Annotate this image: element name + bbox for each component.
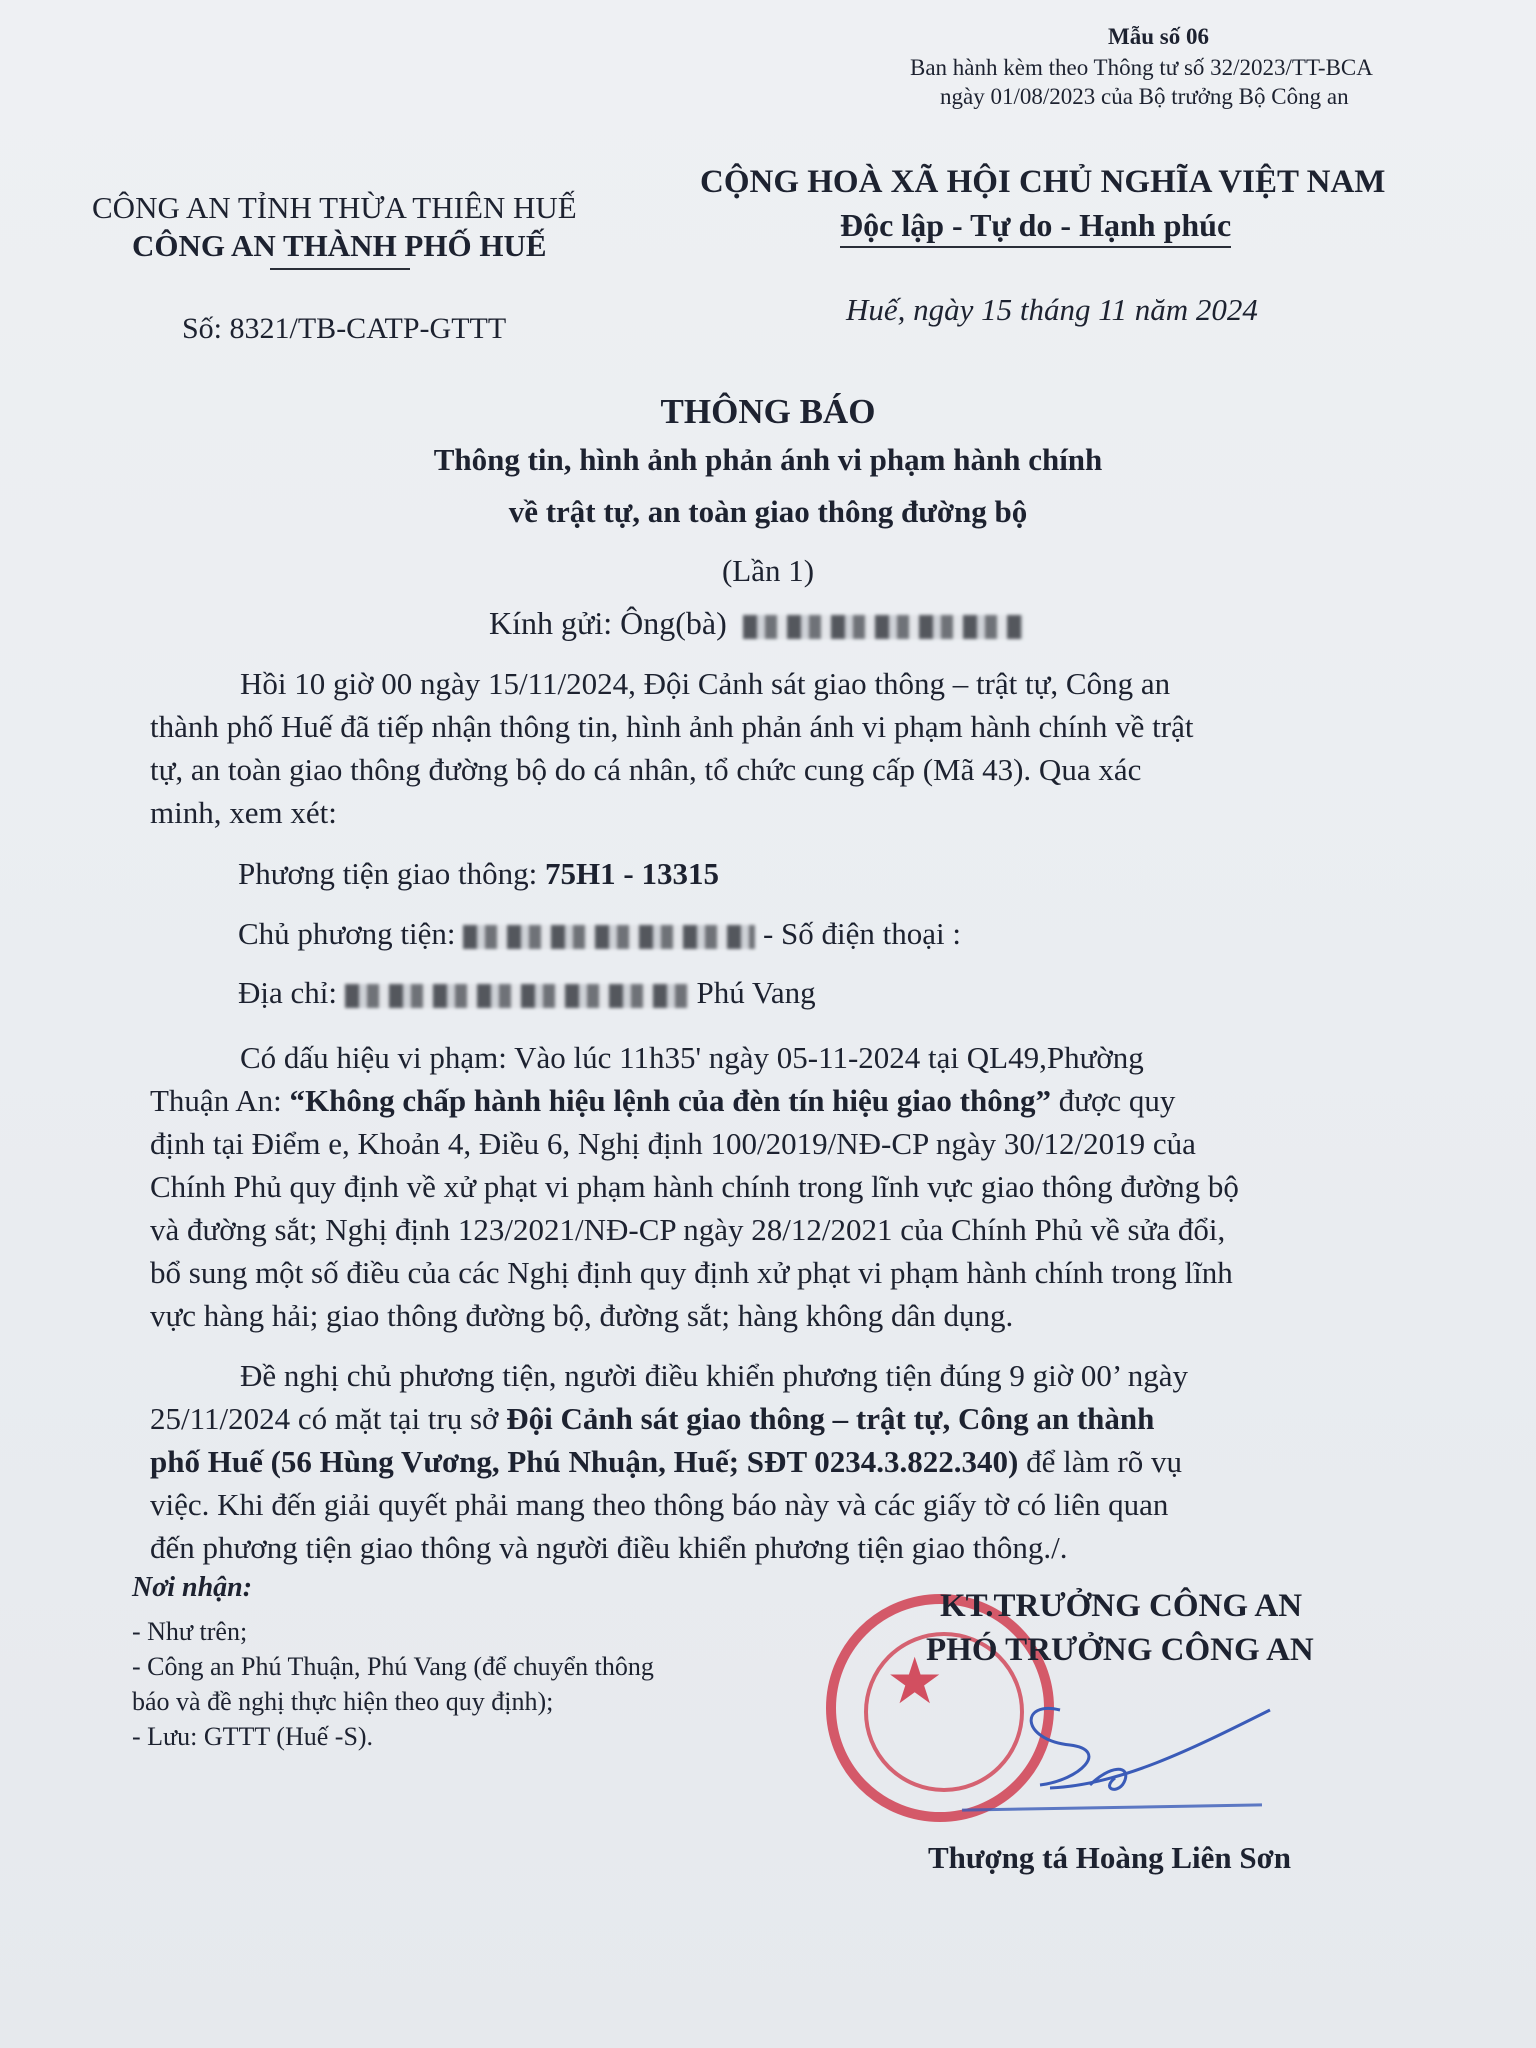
- violation-line: Chính Phủ quy định về xử phạt vi phạm hành chính trong lĩnh vực giao thông đường bộ: [150, 1169, 1239, 1204]
- violation-line: định tại Điểm e, Khoản 4, Điều 6, Nghị định 100/2019/NĐ-CP ngày 30/12/2019 của: [150, 1126, 1196, 1161]
- request-purpose: để làm rõ vụ: [1018, 1444, 1182, 1479]
- recipient-item: - Như trên;: [132, 1617, 248, 1646]
- recipient-item: - Công an Phú Thuận, Phú Vang (để chuyển thông: [132, 1652, 654, 1681]
- address-tail: Phú Vang: [688, 975, 816, 1010]
- redacted-address: [345, 984, 689, 1008]
- recipients-title: Nơi nhận:: [132, 1572, 253, 1603]
- star-icon: ★: [886, 1646, 944, 1717]
- form-issued-by: Ban hành kèm theo Thông tư số 32/2023/TT-BCA: [910, 55, 1373, 80]
- vehicle-line: [238, 856, 719, 892]
- issue-date: Huế, ngày 15 tháng 11 năm 2024: [846, 292, 1258, 327]
- violation-line: vực hàng hải; giao thông đường bộ, đường sắt; hàng không dân dụng.: [150, 1298, 1014, 1333]
- handwritten-signature: [1000, 1670, 1300, 1820]
- violation-line: [150, 1079, 1416, 1122]
- violation-location: Thuận An:: [150, 1083, 290, 1118]
- agency-underline: [270, 268, 410, 270]
- intro-line: tự, an toàn giao thông đường bộ do cá nhân, tổ chức cung cấp (Mã 43). Qua xác: [150, 752, 1142, 787]
- agency-name: CÔNG AN THÀNH PHỐ HUẾ: [132, 228, 547, 263]
- address-line: [238, 975, 816, 1011]
- signer-name: Thượng tá Hoàng Liên Sơn: [928, 1840, 1292, 1875]
- document-number: Số: 8321/TB-CATP-GTTT: [182, 312, 507, 345]
- addressee-label: Kính gửi: Ông(bà): [489, 605, 727, 641]
- vehicle-plate: 75H1 - 13315: [545, 856, 719, 891]
- request-office-address: phố Huế (56 Hùng Vương, Phú Nhuận, Huế; SĐT 0234.3.822.340): [150, 1444, 1019, 1479]
- violation-line: và đường sắt; Nghị định 123/2021/NĐ-CP ngày 28/12/2021 của Chính Phủ về sửa đổi,: [150, 1212, 1226, 1247]
- signature-title-1: KT.TRƯỞNG CÔNG AN: [940, 1588, 1303, 1624]
- redacted-name: [743, 615, 1023, 639]
- request-line: việc. Khi đến giải quyết phải mang theo thông báo này và các giấy tờ có liên quan: [150, 1487, 1169, 1522]
- violation-paragraph: [150, 1036, 1416, 1337]
- intro-line: minh, xem xét:: [150, 795, 337, 830]
- addressee-line: [489, 605, 1023, 642]
- doc-subtitle-1: Thông tin, hình ảnh phản ánh vi phạm hành chính: [433, 442, 1103, 477]
- recipient-item: - Lưu: GTTT (Huế -S).: [132, 1722, 374, 1751]
- signature-title-2: PHÓ TRƯỞNG CÔNG AN: [926, 1632, 1314, 1668]
- address-label: Địa chỉ:: [238, 975, 345, 1010]
- doc-round: (Lần 1): [721, 553, 815, 588]
- request-line: [150, 1397, 1416, 1440]
- request-line: đến phương tiện giao thông và người điều khiển phương tiện giao thông./.: [150, 1530, 1068, 1565]
- agency-parent: CÔNG AN TỈNH THỪA THIÊN HUẾ: [92, 190, 577, 225]
- form-issued-date: ngày 01/08/2023 của Bộ trưởng Bộ Công an: [940, 84, 1349, 109]
- owner-line: [238, 916, 961, 952]
- recipient-item: báo và đề nghị thực hiện theo quy định);: [132, 1687, 554, 1716]
- violation-tail: được quy: [1050, 1083, 1176, 1118]
- intro-line: Hồi 10 giờ 00 ngày 15/11/2024, Đội Cảnh sát giao thông – trật tự, Công an: [240, 666, 1171, 701]
- request-office: Đội Cảnh sát giao thông – trật tự, Công an thành: [506, 1401, 1155, 1436]
- doc-title: THÔNG BÁO: [660, 392, 876, 431]
- request-line: Đề nghị chủ phương tiện, người điều khiển phương tiện đúng 9 giờ 00’ ngày: [240, 1358, 1188, 1393]
- national-motto: Độc lập - Tự do - Hạnh phúc: [840, 207, 1231, 248]
- violation-line: bổ sung một số điều của các Nghị định quy định xử phạt vi phạm hành chính trong lĩnh: [150, 1255, 1233, 1290]
- owner-label: Chủ phương tiện:: [238, 916, 464, 951]
- redacted-owner: [463, 925, 755, 949]
- signature-stroke: [1031, 1708, 1270, 1788]
- country-name: CỘNG HOÀ XÃ HỘI CHỦ NGHĨA VIỆT NAM: [700, 164, 1386, 200]
- violation-description: “Không chấp hành hiệu lệnh của đèn tín hiệu giao thông”: [289, 1083, 1051, 1118]
- request-date: 25/11/2024 có mặt tại trụ sở: [150, 1401, 507, 1436]
- doc-subtitle-2: về trật tự, an toàn giao thông đường bộ: [508, 494, 1028, 529]
- form-number: Mẫu số 06: [1108, 24, 1209, 49]
- vehicle-label: Phương tiện giao thông:: [238, 856, 546, 891]
- recipients-list: [132, 1614, 654, 1754]
- intro-paragraph: [150, 662, 1416, 834]
- request-line: [150, 1440, 1416, 1483]
- intro-line: thành phố Huế đã tiếp nhận thông tin, hình ảnh phản ánh vi phạm hành chính về trật: [150, 709, 1194, 744]
- violation-line: Có dấu hiệu vi phạm: Vào lúc 11h35' ngày 05-11-2024 tại QL49,Phường: [240, 1040, 1144, 1075]
- request-paragraph: [150, 1354, 1416, 1569]
- phone-label: - Số điện thoại :: [755, 916, 962, 951]
